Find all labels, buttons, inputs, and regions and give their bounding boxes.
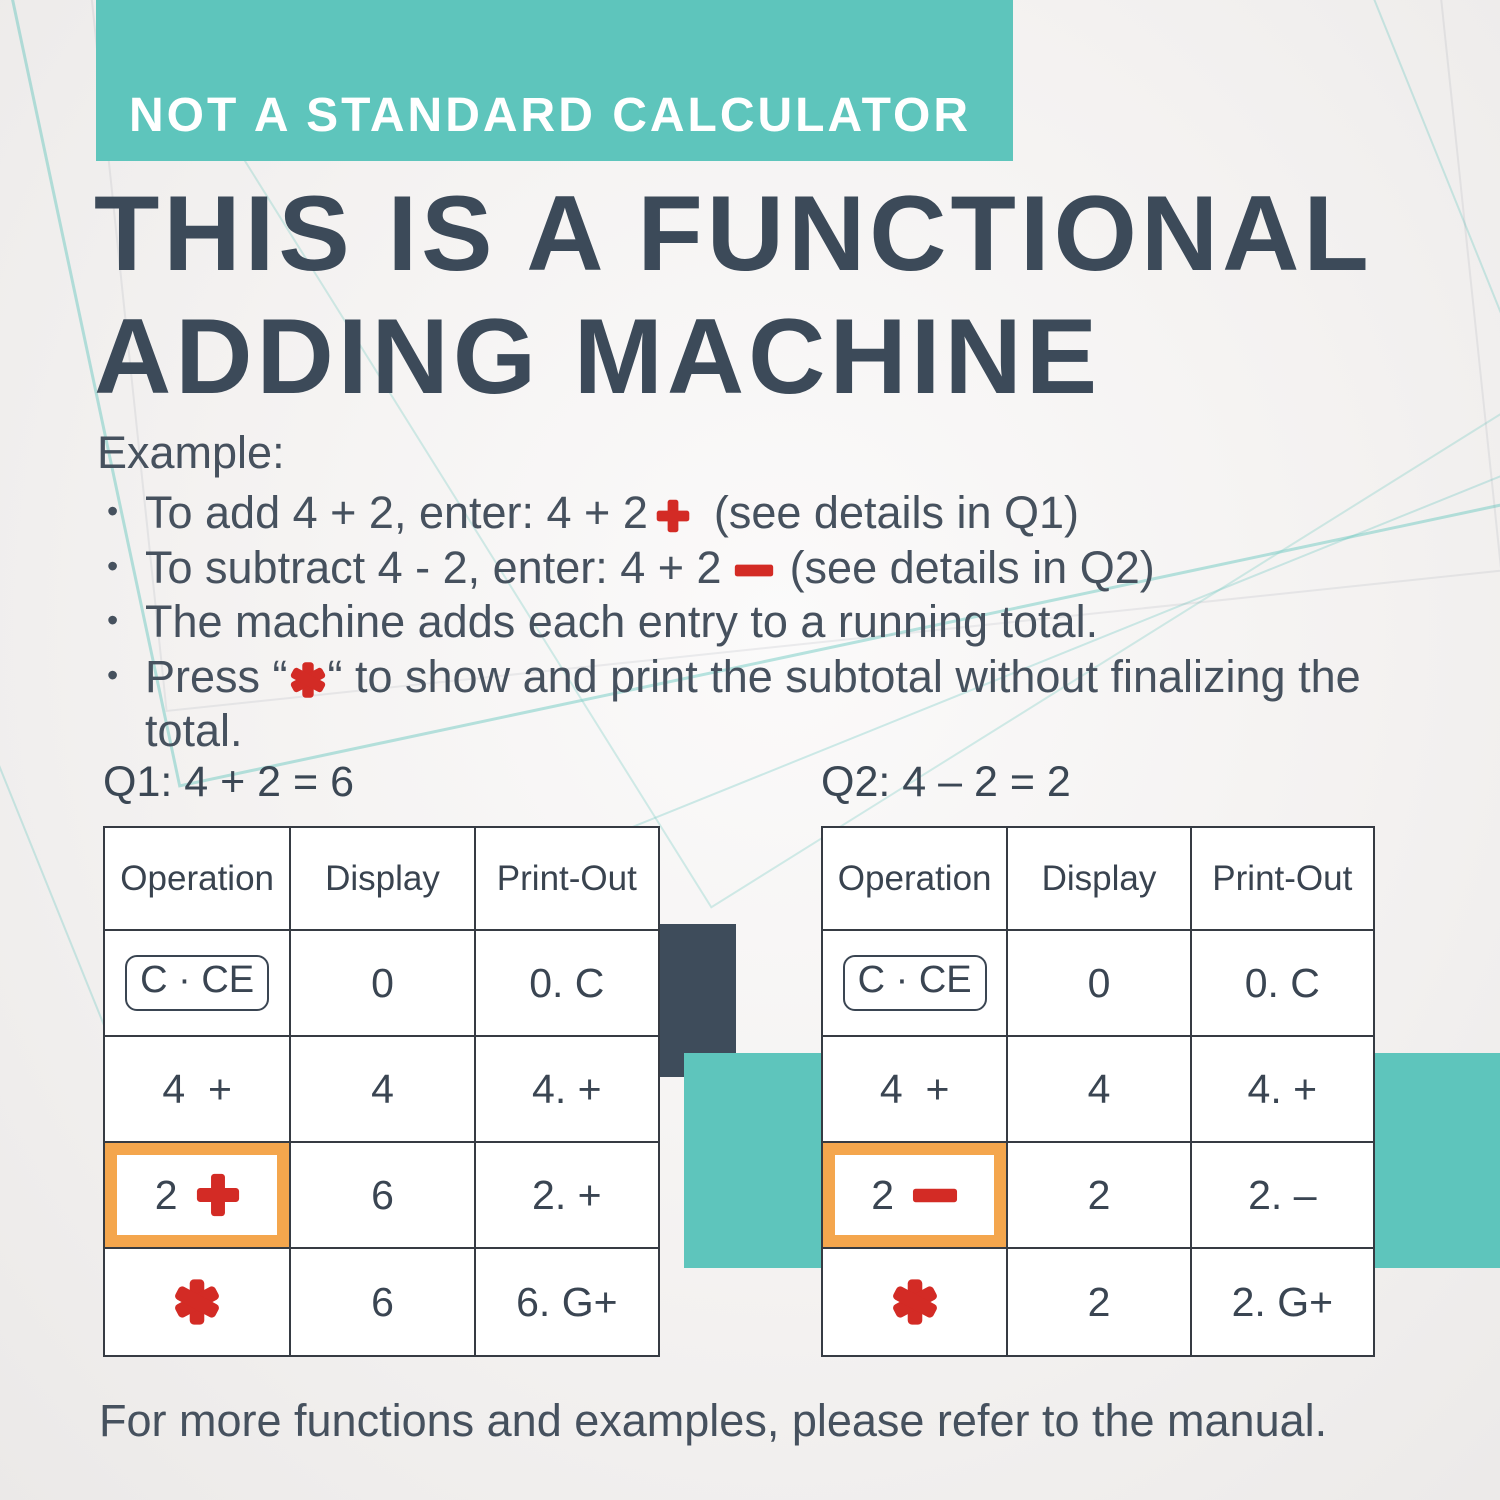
example-title: Example: (97, 427, 285, 478)
plus-icon (656, 499, 690, 533)
display-cell: 6 (289, 1141, 473, 1247)
bullet-4-text-post: “ to show and print the subtotal without finalizing the total. (145, 650, 1361, 756)
q2-table (821, 826, 1375, 1357)
q1-header-printout: Print-Out (474, 828, 658, 929)
bullet-1-text: To add 4 + 2, enter: 4 + 2 (145, 487, 648, 538)
asterisk-icon (892, 1279, 938, 1325)
printout-cell: 6. G+ (474, 1247, 658, 1355)
printout-cell: 2. G+ (1190, 1247, 1373, 1355)
bullet-marker: • (107, 656, 119, 693)
bullet-marker: • (107, 547, 119, 584)
bullet-2-text: To subtract 4 - 2, enter: 4 + 2 (145, 541, 722, 593)
heading-line-2: ADDING MACHINE (94, 296, 1102, 416)
bullet-item-1 (97, 486, 1382, 541)
operation-cell (105, 1247, 289, 1355)
display-cell: 4 (289, 1035, 473, 1141)
bullet-1-note: (see details in Q1) (713, 487, 1080, 538)
display-cell: 4 (1006, 1035, 1189, 1141)
operation-cell: 4 + (105, 1035, 289, 1141)
operation-cell: 4 + (823, 1035, 1006, 1141)
teal-accent-block-right (1374, 1053, 1500, 1268)
banner (96, 0, 1013, 161)
printout-cell: 2. + (474, 1141, 658, 1247)
bullet-marker: • (107, 602, 119, 638)
bullet-4-text-pre: Press “ (145, 650, 288, 702)
asterisk-icon (174, 1279, 220, 1325)
banner-label: NOT A STANDARD CALCULATOR (129, 89, 972, 142)
bullet-2-note: (see details in Q2) (789, 541, 1155, 593)
heading-line-1: THIS IS A FUNCTIONAL (94, 173, 1373, 293)
q1-title: Q1: 4 + 2 = 6 (103, 758, 355, 806)
printout-cell: 4. + (474, 1035, 658, 1141)
display-cell: 2 (1006, 1141, 1189, 1247)
q2-header-display: Display (1006, 828, 1189, 929)
printout-cell: 0. C (1190, 929, 1373, 1035)
bullet-3-text: The machine adds each entry to a running total. (145, 596, 1099, 647)
bullet-item-4 (97, 650, 1382, 759)
q1-table (103, 826, 660, 1357)
c-ce-key: C · CE (125, 955, 269, 1011)
operation-cell-highlighted (105, 1141, 289, 1247)
display-cell: 2 (1006, 1247, 1189, 1355)
operation-value: 2 (154, 1171, 178, 1218)
operation-value: 2 (871, 1171, 895, 1218)
q1-header-operation: Operation (105, 828, 289, 929)
q2-header-printout: Print-Out (1190, 828, 1373, 929)
operation-cell-highlighted (823, 1141, 1006, 1247)
minus-icon (734, 563, 774, 578)
q1-header-display: Display (289, 828, 473, 929)
plus-icon (196, 1173, 240, 1217)
bullet-marker: • (107, 493, 119, 529)
printout-cell: 0. C (474, 929, 658, 1035)
c-ce-key: C · CE (843, 955, 987, 1011)
display-cell: 6 (289, 1247, 473, 1355)
teal-accent-block-middle (684, 1053, 821, 1268)
printout-cell: 4. + (1190, 1035, 1373, 1141)
q2-title: Q2: 4 – 2 = 2 (821, 758, 1071, 806)
q2-header-operation: Operation (823, 828, 1006, 929)
asterisk-icon (290, 662, 326, 698)
footer-note: For more functions and examples, please refer to the manual. (99, 1395, 1328, 1446)
page-title (94, 172, 1373, 418)
example-bullet-list (97, 486, 1382, 759)
printout-cell: 2. – (1190, 1141, 1373, 1247)
operation-cell (823, 929, 1006, 1035)
operation-cell (105, 929, 289, 1035)
operation-cell (823, 1247, 1006, 1355)
display-cell: 0 (1006, 929, 1189, 1035)
bullet-item-3 (97, 595, 1382, 650)
minus-icon (912, 1187, 958, 1204)
display-cell: 0 (289, 929, 473, 1035)
bullet-item-2 (97, 541, 1382, 596)
